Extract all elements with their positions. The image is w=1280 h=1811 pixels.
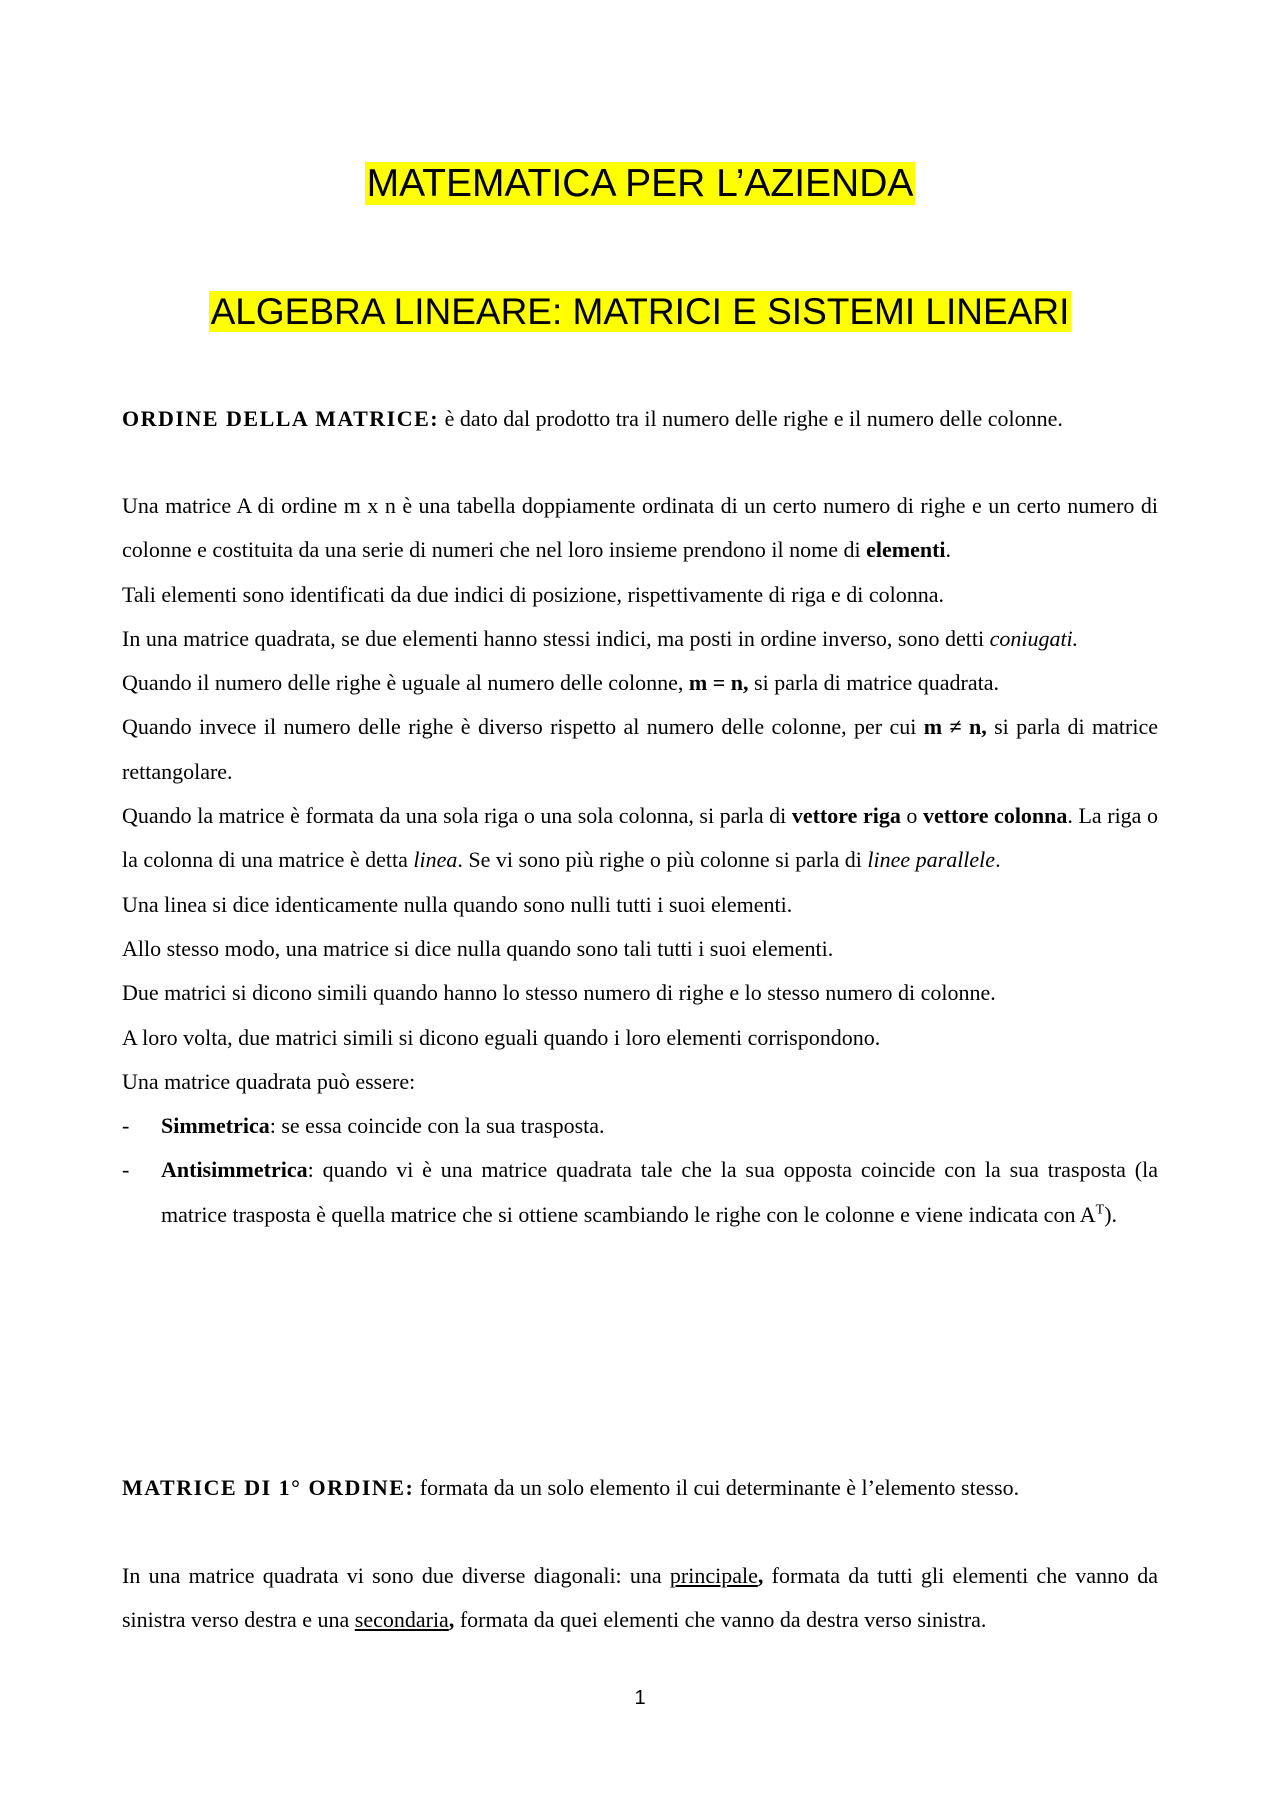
paragraph-8: Allo stesso modo, una matrice si dice nulla quando sono tali tutti i suoi elementi. [122, 935, 834, 961]
paragraph-9: Due matrici si dicono simili quando hanno lo stesso numero di righe e lo stesso numero di colonne. [122, 980, 996, 1006]
list-term-antisimmetrica: Antisimmetrica [161, 1157, 308, 1183]
p4-end: si parla di matrice quadrata. [748, 670, 999, 696]
p6-italic-linee-parallele: linee parallele [867, 847, 996, 873]
section-diagonali [122, 1554, 1158, 1643]
p12-text-a: In una matrice quadrata vi sono due diverse diagonali: una [122, 1563, 670, 1588]
p12-text-g: formata da quei elementi che vanno da destra verso sinistra. [454, 1607, 987, 1633]
list-term-simmetrica: Simmetrica [161, 1113, 270, 1139]
list-text-antisimmetrica-end: ). [1104, 1201, 1118, 1227]
p12-text-d: formata da tutti gli elementi che vanno da sinistra verso destra e una [122, 1563, 1158, 1633]
section-ordine [122, 403, 1158, 435]
p1-text: Una matrice A di ordine m x n è una tabella doppiamente ordinata di un certo numero di righe e un certo numero di colonne e costituita da una serie di numeri che nel loro insieme prendono il nome di [122, 493, 1158, 563]
p6-bold-vettore-colonna: vettore colonna [922, 803, 1068, 829]
p6-text-a: Quando la matrice è formata da una sola riga o una sola colonna, si parla di [122, 803, 792, 829]
paragraph-7: Una linea si dice identicamente nulla quando sono nulli tutti i suoi elementi. [122, 891, 793, 917]
paragraph-ordine [122, 403, 1158, 435]
paragraph-6 [122, 794, 1158, 883]
text-ordine: è dato dal prodotto tra il numero delle righe e il numero delle colonne. [439, 406, 1063, 431]
document-subtitle [0, 287, 1280, 337]
list-item-antisimmetrica [122, 1148, 1158, 1237]
paragraph-4 [122, 661, 1158, 705]
p6-text-g: . Se vi sono più righe o più colonne si parla di [457, 847, 868, 873]
p3-italic: coniugati. [989, 625, 1079, 651]
heading-primo-ordine: MATRICE DI 1° ORDINE: [122, 1475, 415, 1500]
document-title [0, 158, 1280, 210]
p12-bold-comma: , [757, 1563, 764, 1588]
p4-bold: m = n, [688, 670, 749, 696]
document-title-text: MATEMATICA PER L’AZIENDA [366, 162, 914, 205]
p12-underline-principale: principale [669, 1563, 758, 1588]
p12-underline-secondaria: secondaria [354, 1607, 449, 1633]
paragraph-12 [122, 1554, 1158, 1643]
p6-end: . [995, 847, 1001, 873]
list-dash: - [122, 1113, 130, 1139]
paragraph-2: Tali elementi sono identificati da due indici di posizione, rispettivamente di riga e di colonna. [122, 581, 945, 607]
text-primo-ordine: formata da un solo elemento il cui determinante è l’elemento stesso. [414, 1475, 1020, 1500]
p3-text: In una matrice quadrata, se due elementi hanno stessi indici, ma posti in ordine inverso, sono detti [122, 625, 990, 651]
p5-end: si parla di matrice rettangolare. [122, 714, 1158, 784]
page-number: 1 [634, 1687, 646, 1709]
heading-ordine: ORDINE DELLA MATRICE: [122, 406, 440, 431]
document-subtitle-text: ALGEBRA LINEARE: MATRICI E SISTEMI LINEARI [210, 291, 1070, 332]
paragraph-3 [122, 617, 1158, 661]
superscript-transpose: T [1095, 1202, 1105, 1218]
p5-text: Quando invece il numero delle righe è diverso rispetto al numero delle colonne, per cui [122, 714, 924, 740]
p6-bold-vettore-riga: vettore riga [791, 803, 901, 829]
paragraph-10: A loro volta, due matrici simili si dicono eguali quando i loro elementi corrispondono. [122, 1024, 881, 1050]
p6-text-c: o [900, 803, 923, 829]
section-primo-ordine [122, 1466, 1158, 1510]
paragraph-11: Una matrice quadrata può essere: [122, 1068, 416, 1094]
list-item-simmetrica [122, 1104, 1158, 1148]
p4-text: Quando il numero delle righe è uguale al numero delle colonne, [122, 670, 689, 696]
p5-bold: m ≠ n, [923, 714, 987, 740]
list-text-simmetrica: : se essa coincide con la sua trasposta. [269, 1113, 605, 1139]
p12-bold-comma-2: , [448, 1607, 455, 1633]
p6-text-e: . La riga o la colonna di una matrice è detta [122, 803, 1158, 873]
section-matrix-body [122, 484, 1158, 1237]
list-dash: - [122, 1157, 130, 1183]
p1-bold: elementi [866, 537, 946, 563]
paragraph-1 [122, 484, 1158, 573]
p1-end: . [945, 537, 952, 563]
p6-italic-linea: linea [413, 847, 458, 873]
paragraph-primo-ordine [122, 1466, 1158, 1510]
list-text-antisimmetrica: : quando vi è una matrice quadrata tale che la sua opposta coincide con la sua trasposta (la matrice trasposta è quella matrice che si ottiene scambiando le righe con le colonne e viene indicata con A [161, 1157, 1158, 1227]
paragraph-5 [122, 705, 1158, 794]
